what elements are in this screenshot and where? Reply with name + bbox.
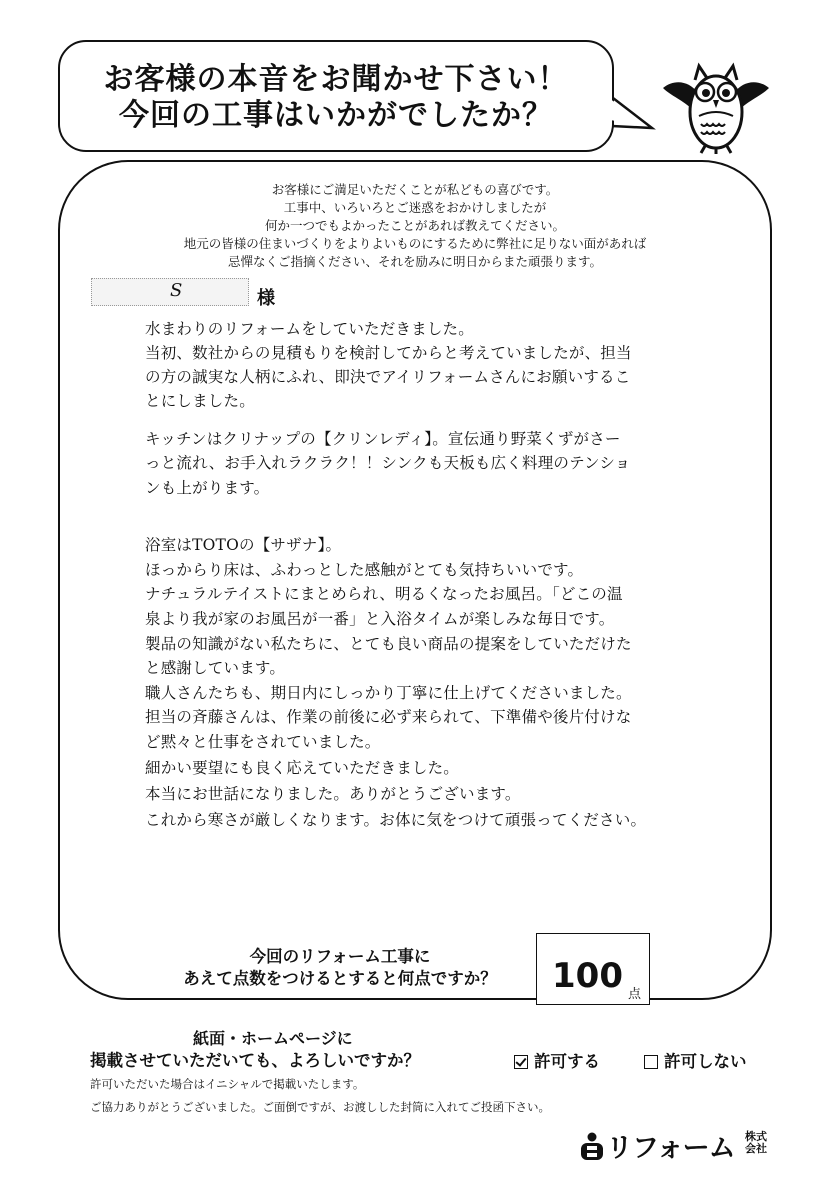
permission-allow-option[interactable]: [514, 1048, 600, 1072]
score-question-line-2: あえて点数をつけるとすると何点ですか？: [183, 969, 497, 988]
comment-line: 当初、数社からの見積もりを検討してからと考えていましたが、担当: [145, 344, 632, 362]
comment-line: 泉より我が家のお風呂が一番」と入浴タイムが楽しみな毎日です。: [145, 610, 615, 628]
company-type: [742, 1131, 770, 1155]
comment-line: とにしました。: [145, 392, 255, 410]
comment-line: 職人さんたちも、期日内にしっかり丁寧に仕上げてくださいました。: [145, 684, 632, 702]
note-line: ご協力ありがとうございました。ご面倒ですが、お渡しした封筒に入れてご投函下さい。: [90, 1100, 550, 1114]
comment-line: の方の誠実な人柄にふれ、即決でアイリフォームさんにお願いするこ: [145, 368, 631, 386]
comment-line: ど黙々と仕事をされていました。: [145, 733, 381, 751]
owl-mascot-icon: [655, 58, 777, 156]
comment-line: 細かい要望にも良く応えていただきました。: [145, 759, 460, 777]
score-unit: 点: [628, 987, 642, 1002]
intro-line: 工事中、いろいろとご迷惑をおかけしましたが: [283, 200, 547, 215]
comment-line: と感謝しています。: [145, 659, 286, 677]
permission-allow-label: 許可する: [534, 1052, 600, 1071]
note-line: 許可いただいた場合はイニシャルで掲載いたします。: [90, 1077, 365, 1091]
comment-line: ナチュラルテイストにまとめられ、明るくなったお風呂。「どこの温: [145, 585, 623, 603]
permission-line-2: 掲載させていただいても、よろしいですか？: [90, 1051, 420, 1070]
company-type-line-1: 株式: [745, 1130, 767, 1143]
intro-line: お客様にご満足いただくことが私どもの喜びです。: [271, 182, 559, 197]
comment-line: キッチンはクリナップの【クリンレディ】。宣伝通り野菜くずがさー: [145, 430, 621, 448]
intro-line: 何か一つでもよかったことがあれば教えてください。: [264, 218, 565, 233]
comment-line: 製品の知識がない私たちに、とても良い商品の提案をしていただけた: [145, 635, 632, 653]
customer-initial: S: [170, 280, 183, 301]
comment-line: 本当にお世話になりました。ありがとうございます。: [145, 785, 521, 803]
comment-line: 浴室はTOTOの【サザナ】。: [145, 536, 342, 554]
company-logo-icon: [578, 1131, 606, 1161]
title-line-2: 今回の工事はいかがでしたか？: [119, 98, 553, 133]
comment-line: っと流れ、お手入れラクラク！！シンクも天板も広く料理のテンショ: [145, 454, 631, 472]
score-value: 100: [552, 956, 623, 996]
permission-deny-label: 許可しない: [664, 1052, 747, 1071]
comment-line: ンも上がります。: [145, 479, 270, 497]
customer-honorific: 様: [257, 288, 275, 309]
intro-line: 忌憚なくご指摘ください、それを励みに明日からまた頑張ります。: [227, 254, 602, 269]
unchecked-checkbox-icon[interactable]: [644, 1055, 658, 1069]
intro-line: 地元の皆様の住まいづくりをよりよいものにするために弊社に足りない面があれば: [183, 236, 647, 251]
score-question-line-1: 今回のリフォーム工事に: [249, 947, 431, 966]
company-logo-text: リフォーム: [606, 1133, 735, 1164]
permission-line-1: 紙面・ホームページに: [193, 1029, 353, 1048]
comment-line: 水まわりのリフォームをしていただきました。: [145, 320, 474, 338]
comment-line: 担当の斉藤さんは、作業の前後に必ず来られて、下準備や後片付けな: [145, 708, 632, 726]
title-line-1: お客様の本音をお聞かせ下さい！: [103, 62, 569, 97]
permission-deny-option[interactable]: [644, 1048, 747, 1072]
comment-line: これから寒さが厳しくなります。お体に気をつけて頑張ってください。: [145, 811, 647, 829]
company-type-line-2: 会社: [745, 1142, 767, 1155]
comment-line: ほっからり床は、ふわっとした感触がとても気持ちいいです。: [145, 561, 584, 579]
checked-checkbox-icon[interactable]: [514, 1055, 528, 1069]
